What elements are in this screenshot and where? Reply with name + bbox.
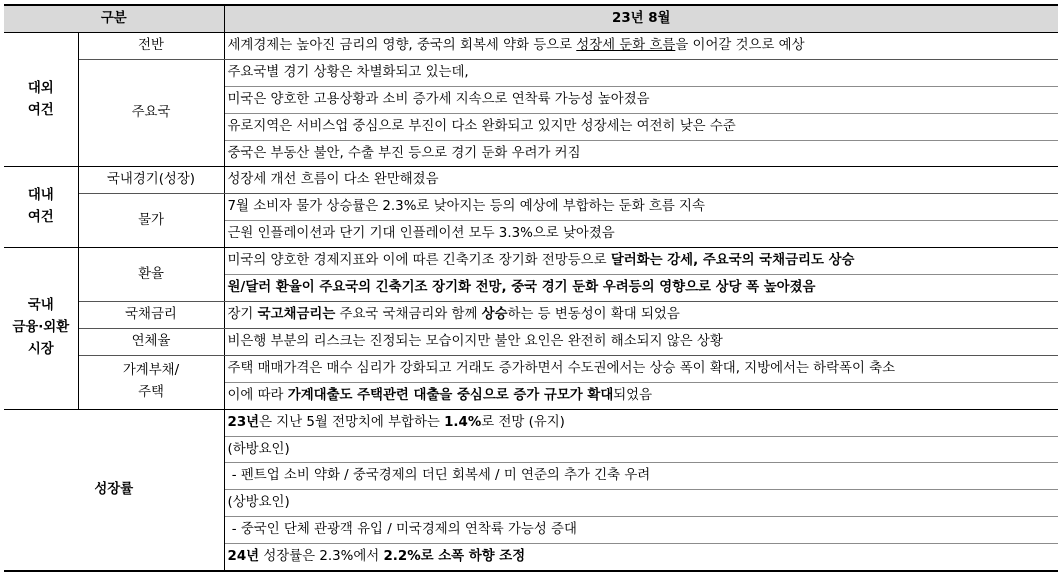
header-category: 구분	[4, 5, 224, 32]
row-label-bond: 국채금리	[78, 301, 224, 328]
row-text: 중국은 부동산 불안, 수출 부진 등으로 경기 둔화 우려가 커짐	[224, 140, 1058, 167]
table-row	[4, 355, 1058, 382]
row-text: 비은행 부분의 리스크는 진정되는 모습이지만 불안 요인은 완전히 해소되지 않은 상황	[224, 328, 1058, 355]
row-text: 장기 국고채금리는 주요국 국채금리와 함께 상승하는 등 변동성이 확대 되었음	[224, 301, 1058, 328]
table-row	[4, 167, 1058, 194]
row-text: 주택 매매가격은 매수 심리가 강화되고 거래도 증가하면서 수도권에서는 상승 폭이 확대, 지방에서는 하락폭이 축소	[224, 355, 1058, 382]
row-text: (상방요인)	[224, 490, 1058, 517]
table-row	[4, 301, 1058, 328]
row-text: 세계경제는 높아진 금리의 영향, 중국의 회복세 약화 등으로 성장세 둔화 흐름을 이어갈 것으로 예상	[224, 32, 1058, 59]
table-row	[4, 248, 1058, 275]
row-text: 23년은 지난 5월 전망치에 부합하는 1.4%로 전망 (유지)	[224, 409, 1058, 436]
header-period: 23년 8월	[224, 5, 1058, 32]
table-row	[4, 32, 1058, 59]
section-label-growth-rate: 성장률	[4, 409, 224, 571]
table-header-row	[4, 5, 1058, 32]
row-text: 성장세 개선 흐름이 다소 완만해졌음	[224, 167, 1058, 194]
row-label-fx: 환율	[78, 248, 224, 302]
row-label-major: 주요국	[78, 59, 224, 167]
row-text: 근원 인플레이션과 단기 기대 인플레이션 모두 3.3%으로 낮아졌음	[224, 221, 1058, 248]
row-label-overall: 전반	[78, 32, 224, 59]
row-text: 미국의 양호한 경제지표와 이에 따른 긴축기조 장기화 전망등으로 달러화는 강세, 주요국의 국채금리도 상승	[224, 248, 1058, 275]
row-text: 미국은 양호한 고용상황과 소비 증가세 지속으로 연착륙 가능성 높아졌음	[224, 86, 1058, 113]
row-label-household: 가계부채/ 주택	[78, 355, 224, 409]
row-text: - 펜트업 소비 약화 / 중국경제의 더딘 회복세 / 미 연준의 추가 긴축 우려	[224, 463, 1058, 490]
section-label-domestic: 대내 여건	[4, 167, 78, 248]
row-text: 유로지역은 서비스업 중심으로 부진이 다소 완화되고 있지만 성장세는 여전히 낮은 수준	[224, 113, 1058, 140]
section-label-finance: 국내 금융·외환 시장	[4, 248, 78, 409]
table-row	[4, 59, 1058, 86]
row-text: 원/달러 환율이 주요국의 긴축기조 장기화 전망, 중국 경기 둔화 우려등의 영향으로 상당 폭 높아졌음	[224, 275, 1058, 302]
row-text: 이에 따라 가계대출도 주택관련 대출을 중심으로 증가 규모가 확대되었음	[224, 382, 1058, 409]
row-label-prices: 물가	[78, 194, 224, 248]
row-label-delinquency: 연체율	[78, 328, 224, 355]
row-label-growth: 국내경기(성장)	[78, 167, 224, 194]
row-text: 주요국별 경기 상황은 차별화되고 있는데,	[224, 59, 1058, 86]
economic-outlook-table	[4, 4, 1058, 572]
row-text: (하방요인)	[224, 436, 1058, 463]
section-label-external: 대외 여건	[4, 32, 78, 167]
table-row	[4, 328, 1058, 355]
row-text: - 중국인 단체 관광객 유입 / 미국경제의 연착륙 가능성 증대	[224, 517, 1058, 544]
row-text: 7월 소비자 물가 상승률은 2.3%로 낮아지는 등의 예상에 부합하는 둔화 흐름 지속	[224, 194, 1058, 221]
table-row	[4, 409, 1058, 436]
table-row	[4, 194, 1058, 221]
row-text: 24년 성장률은 2.3%에서 2.2%로 소폭 하향 조정	[224, 544, 1058, 571]
